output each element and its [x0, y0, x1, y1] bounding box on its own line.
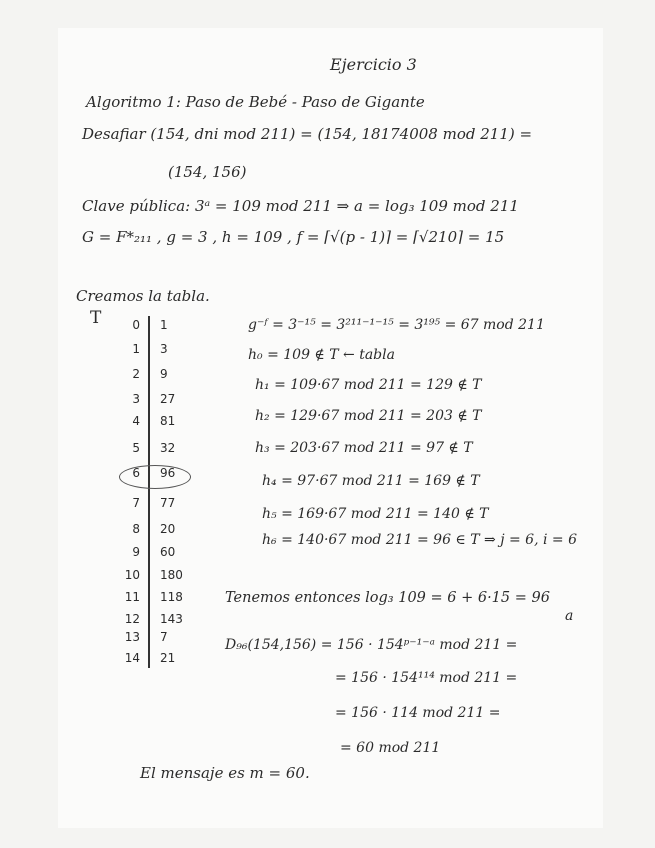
exercise-title: Ejercicio 3	[330, 55, 417, 74]
step-line: g⁻ᶠ = 3⁻¹⁵ = 3²¹¹⁻¹⁻¹⁵ = 3¹⁹⁵ = 67 mod 211	[248, 317, 545, 333]
table-index: 4	[132, 414, 140, 428]
step-line: h₃ = 203·67 mod 211 = 97 ∉ T	[255, 440, 473, 456]
table-index: 2	[132, 367, 140, 381]
table-index: 7	[132, 496, 140, 510]
group-params-line: G = F*₂₁₁ , g = 3 , h = 109 , f = ⌈√(p - 1)⌉ = ⌈√210⌉ = 15	[82, 228, 505, 246]
table-value: 3	[160, 342, 168, 356]
table-index: 3	[132, 392, 140, 406]
a-label: a	[565, 608, 574, 624]
public-key-line: Clave pública: 3ᵃ = 109 mod 211 ⇒ a = log₃ 109 mod 211	[82, 197, 519, 215]
table-index: 0	[132, 318, 140, 332]
table-value: 77	[160, 496, 176, 510]
table-value: 180	[160, 568, 183, 582]
table-value: 96	[160, 466, 176, 480]
log-result-line: Tenemos entonces log₃ 109 = 6 + 6·15 = 96	[225, 590, 550, 606]
table-value: 60	[160, 545, 176, 559]
table-value: 7	[160, 630, 168, 644]
decrypt-line-2: = 156 · 154¹¹⁴ mod 211 =	[335, 670, 518, 686]
table-divider	[148, 316, 150, 668]
table-value: 143	[160, 612, 183, 626]
table-index: 9	[132, 545, 140, 559]
decrypt-line-4: = 60 mod 211	[340, 740, 441, 756]
table-value: 9	[160, 367, 168, 381]
table-index: 1	[132, 342, 140, 356]
table-index: 12	[124, 612, 140, 626]
decrypt-line-3: = 156 · 114 mod 211 =	[335, 705, 501, 721]
notebook-page	[58, 28, 603, 828]
step-line: h₆ = 140·67 mod 211 = 96 ∈ T ⇒ j = 6, i = 6	[262, 532, 578, 548]
step-line: h₂ = 129·67 mod 211 = 203 ∉ T	[255, 408, 482, 424]
create-table-line: Creamos la tabla.	[76, 287, 210, 305]
table-index: 8	[132, 522, 140, 536]
table-value: 20	[160, 522, 176, 536]
algorithm-heading: Algoritmo 1: Paso de Bebé - Paso de Gigante	[86, 93, 425, 111]
table-value: 1	[160, 318, 168, 332]
decrypt-line-1: D₉₆(154,156) = 156 · 154ᵖ⁻¹⁻ᵃ mod 211 =	[225, 637, 518, 653]
table-value: 21	[160, 651, 176, 665]
table-value: 81	[160, 414, 176, 428]
final-message: El mensaje es m = 60.	[140, 764, 310, 782]
step-line: h₄ = 97·67 mod 211 = 169 ∉ T	[262, 473, 480, 489]
table-index: 6	[132, 466, 140, 480]
table-value: 118	[160, 590, 183, 604]
table-value: 32	[160, 441, 176, 455]
table-index: 11	[124, 590, 140, 604]
table-index: 13	[124, 630, 140, 644]
challenge-result: (154, 156)	[168, 163, 247, 181]
table-label: T	[90, 308, 102, 328]
step-line: h₀ = 109 ∉ T ← tabla	[248, 347, 395, 363]
challenge-line: Desafiar (154, dni mod 211) = (154, 18174008 mod 211) =	[82, 125, 533, 143]
step-line: h₁ = 109·67 mod 211 = 129 ∉ T	[255, 377, 482, 393]
step-line: h₅ = 169·67 mod 211 = 140 ∉ T	[262, 506, 489, 522]
table-index: 5	[132, 441, 140, 455]
table-value: 27	[160, 392, 176, 406]
table-index: 14	[124, 651, 140, 665]
table-index: 10	[124, 568, 140, 582]
